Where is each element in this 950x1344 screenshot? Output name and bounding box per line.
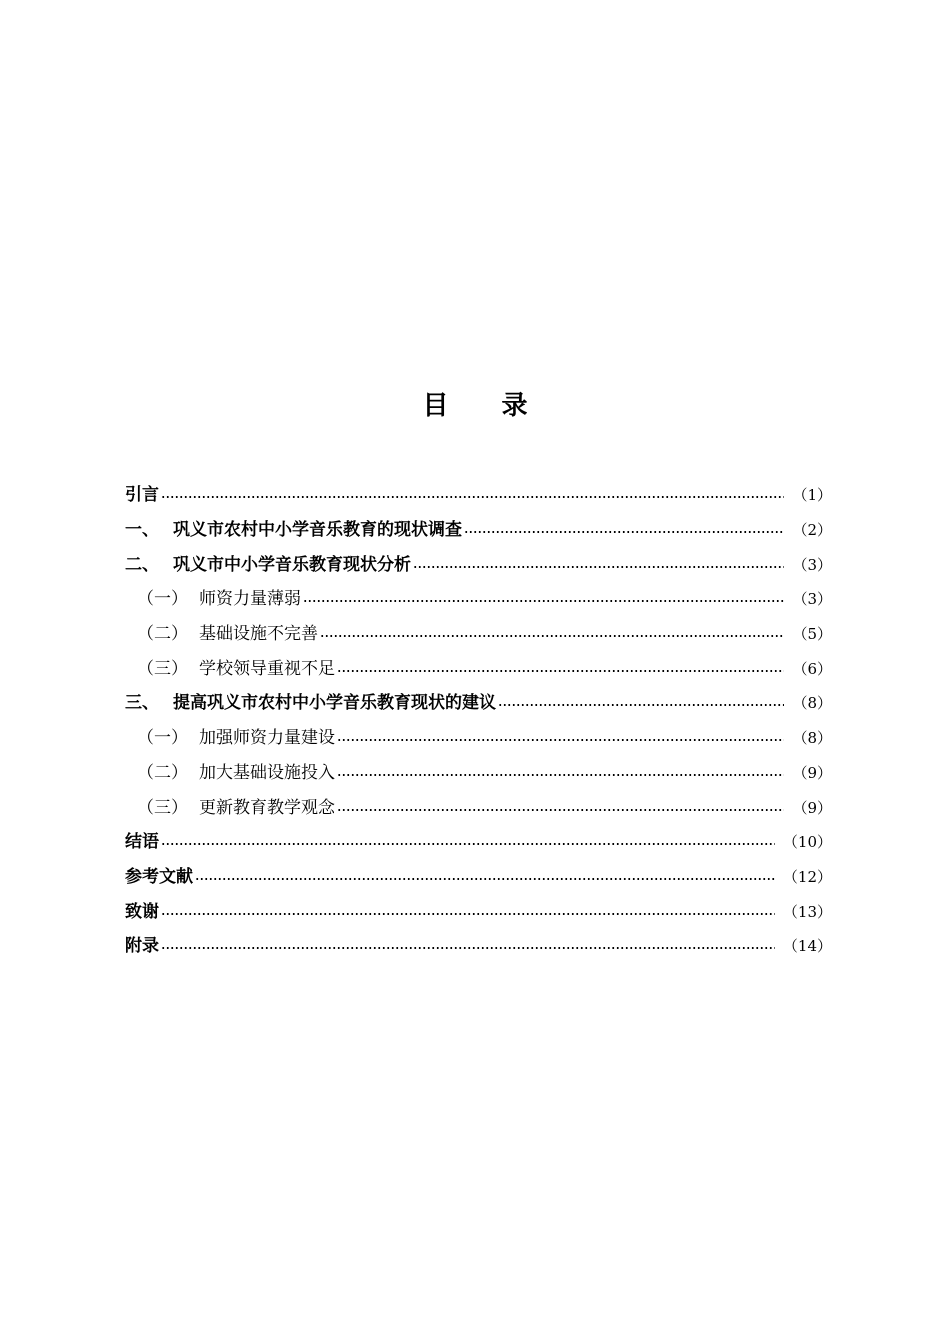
toc-entry-text: 提高巩义市农村中小学音乐教育现状的建议 [173,693,496,714]
toc-entry-chapter-1[interactable] [125,513,832,548]
toc-entry-chapter-2[interactable] [125,547,832,582]
toc-entry-number: （二） [137,624,188,645]
toc-entry-number: （三） [137,797,188,818]
toc-entry-number: （二） [137,762,188,783]
toc-entry-text: 巩义市农村中小学音乐教育的现状调查 [173,520,462,541]
toc-entry-number: 一、 [125,520,159,541]
toc-entry-section-3-2[interactable] [125,756,832,791]
toc-page-number: （3） [792,555,832,574]
toc-page-number: （3） [792,590,832,609]
toc-entry-text: 加强师资力量建设 [199,728,335,749]
toc-page-number: （8） [792,729,832,748]
toc-dot-leader [413,566,784,568]
toc-page-number: （13） [782,902,832,921]
toc-dot-leader [195,878,775,880]
toc-entry-number: （一） [137,728,188,749]
toc-page-number: （1） [792,486,832,505]
toc-entry-section-3-1[interactable] [125,721,832,756]
toc-page-number: （8） [792,694,832,713]
toc-dot-leader [498,704,784,706]
page-title: 目 录 [422,391,550,421]
toc-dot-leader [337,739,784,741]
toc-entry-number: 三、 [125,693,159,714]
toc-entry-text: 致谢 [125,901,159,922]
toc-page-number: （14） [782,937,832,956]
toc-entry-text: 巩义市中小学音乐教育现状分析 [173,554,411,575]
toc-entry-text: 引言 [125,485,159,506]
toc-dot-leader [337,670,784,672]
toc-entry-text: 基础设施不完善 [199,624,318,645]
toc-page-number: （12） [782,867,832,886]
toc-page-number: （6） [792,659,832,678]
toc-dot-leader [337,774,784,776]
toc-page-number: （9） [792,798,832,817]
toc-dot-leader [337,809,784,811]
toc-entry-text: 参考文献 [125,866,193,887]
toc-dot-leader [161,913,775,915]
toc-entry-number: （三） [137,658,188,679]
toc-dot-leader [161,947,775,949]
toc-entry-number: （一） [137,589,188,610]
toc-page-number: （10） [782,833,832,852]
toc-entry-chapter-3[interactable] [125,686,832,721]
toc-entry-text: 更新教育教学观念 [199,797,335,818]
toc-entry-section-2-2[interactable] [125,617,832,652]
toc-dot-leader [303,600,784,602]
toc-entry-acknowledgements[interactable] [125,894,832,929]
toc-entry-section-2-3[interactable] [125,651,832,686]
toc-entry-number: 二、 [125,554,159,575]
toc-entry-references[interactable] [125,860,832,895]
toc-entry-intro[interactable] [125,478,832,513]
toc-dot-leader [161,496,784,498]
toc-dot-leader [320,635,784,637]
toc-page-number: （2） [792,521,832,540]
toc-dot-leader [161,843,775,845]
toc-entry-section-3-3[interactable] [125,790,832,825]
table-of-contents [125,478,832,964]
toc-entry-text: 师资力量薄弱 [199,589,301,610]
toc-page-number: （5） [792,625,832,644]
toc-entry-appendix[interactable] [125,929,832,964]
toc-entry-conclusion[interactable] [125,825,832,860]
toc-page-number: （9） [792,763,832,782]
toc-entry-text: 加大基础设施投入 [199,762,335,783]
toc-entry-text: 学校领导重视不足 [199,658,335,679]
toc-dot-leader [464,531,784,533]
toc-entry-section-2-1[interactable] [125,582,832,617]
toc-entry-text: 附录 [125,936,159,957]
toc-entry-text: 结语 [125,832,159,853]
